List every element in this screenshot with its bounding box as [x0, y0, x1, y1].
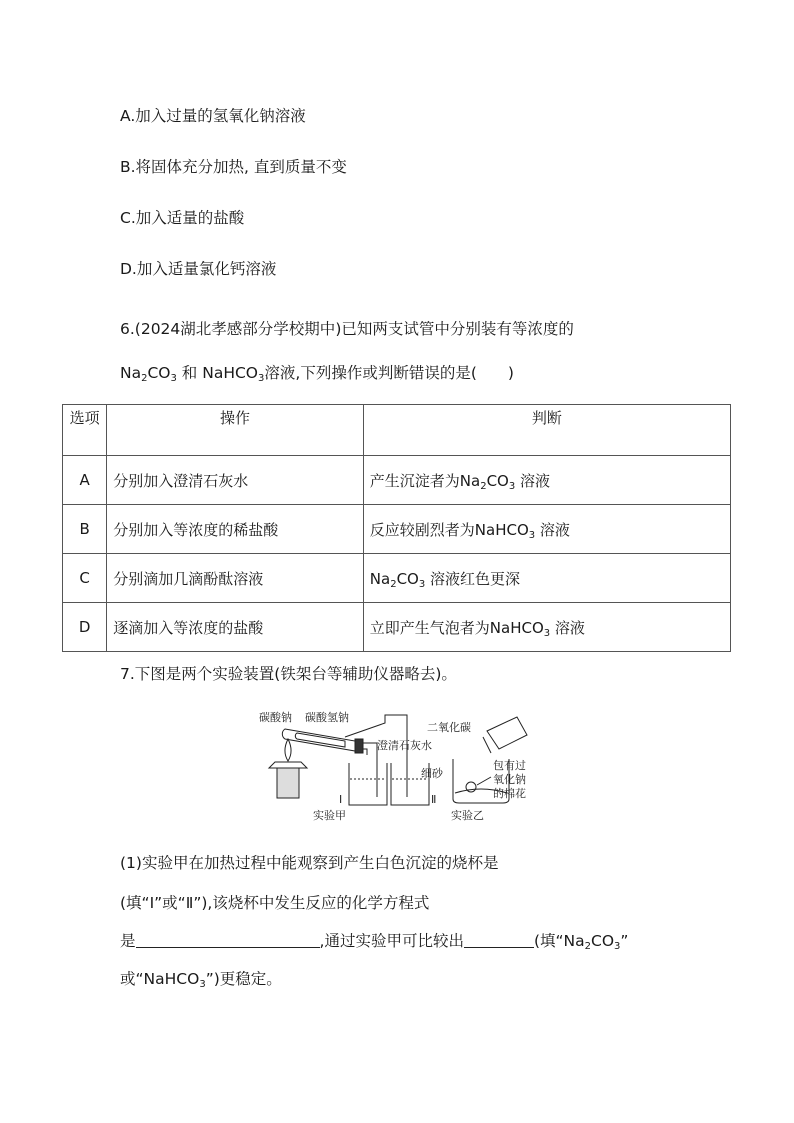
judge-text: 反应较剧烈者为NaHCO [369, 520, 529, 539]
row-judgement [363, 505, 730, 554]
stability-blank [464, 933, 534, 948]
formula-text: 和 NaHCO [176, 364, 259, 382]
judge-text: 溶液 [515, 471, 551, 490]
label-experiment-a: 实验甲 [313, 809, 346, 822]
row-option: C [63, 554, 107, 603]
table-row [63, 505, 731, 554]
label-cotton-3: 的棉花 [493, 787, 526, 800]
gas-flow [483, 737, 491, 753]
question-6-stem-line2 [120, 362, 514, 387]
header-option: 选项 [63, 405, 107, 456]
header-judgement: 判断 [363, 405, 730, 456]
row-operation: 逐滴加入等浓度的盐酸 [107, 603, 364, 652]
lamp-neck [269, 762, 307, 768]
judge-text: CO [396, 569, 419, 588]
row-operation: 分别加入等浓度的稀盐酸 [107, 505, 364, 554]
tube-joint [363, 749, 367, 755]
outer-test-tube [282, 729, 355, 751]
table-row [63, 456, 731, 505]
question-6-stem [120, 318, 574, 340]
subscript: 2 [584, 941, 591, 952]
option-a: A.加入过量的氢氧化钠溶液 [120, 107, 306, 125]
pointer-line [477, 777, 491, 785]
q7-part1-line3 [120, 930, 628, 955]
q7-text: ” [620, 932, 629, 950]
label-cotton-2: 氧化钠 [493, 773, 526, 786]
q6-text-line2: 溶液,下列操作或判断错误的是( ) [264, 364, 514, 382]
equation-blank [136, 933, 320, 948]
delivery-tube-1 [363, 743, 377, 797]
table-row [63, 554, 731, 603]
label-nahco3: 碳酸氢钠 [305, 711, 349, 724]
row-judgement [363, 554, 730, 603]
row-operation: 分别滴加几滴酚酞溶液 [107, 554, 364, 603]
subscript: 3 [199, 979, 206, 990]
gas-jar [487, 717, 527, 749]
options-table [62, 404, 731, 652]
cotton-ball [466, 782, 476, 792]
q7-text: ”)更稳定。 [205, 970, 282, 988]
subscript: 2 [390, 578, 397, 590]
table-header-row [63, 405, 731, 456]
label-co2: 二氧化碳 [427, 721, 471, 734]
q7-part1-line1: (1)实验甲在加热过程中能观察到产生白色沉淀的烧杯是 [120, 854, 499, 872]
judge-text: Na [369, 569, 391, 588]
q7-text: CO [591, 932, 615, 950]
judge-text: 溶液 [535, 520, 570, 539]
q7-text: ,通过实验甲可比较出 [319, 932, 464, 950]
subscript: 3 [543, 627, 551, 639]
option-b: B.将固体充分加热, 直到质量不变 [120, 158, 347, 176]
q7-part1-line2 [120, 892, 429, 914]
subscript: 3 [614, 941, 621, 952]
label-cotton-1: 包有过 [493, 759, 526, 772]
q7-part1-line4 [120, 968, 282, 993]
table-row [63, 603, 731, 652]
judge-text: 溶液红色更深 [425, 569, 521, 588]
q7-text: 是 [120, 932, 136, 950]
subscript: 3 [528, 529, 536, 541]
label-beaker-i: Ⅰ [339, 793, 343, 806]
label-beaker-ii: Ⅱ [431, 793, 437, 806]
q7-text: (填“Na [533, 932, 585, 950]
label-na2co3: 碳酸钠 [259, 711, 292, 724]
formula-text: Na [120, 364, 142, 382]
option-c: C.加入适量的盐酸 [120, 209, 245, 227]
subscript: 3 [170, 373, 177, 384]
judge-text: 产生沉淀者为Na [369, 471, 481, 490]
label-sand: 细砂 [421, 767, 443, 780]
header-operation: 操作 [107, 405, 364, 456]
q7-text: 或“NaHCO [120, 970, 200, 988]
stopper [355, 739, 363, 753]
judge-text: CO [486, 471, 509, 490]
judge-text: 立即产生气泡者为NaHCO [369, 618, 544, 637]
row-operation: 分别加入澄清石灰水 [107, 456, 364, 505]
q6-source: 湖北孝感部分学校期中 [180, 320, 336, 338]
subscript: 3 [508, 480, 516, 492]
formula-text: CO [147, 364, 171, 382]
row-option: A [63, 456, 107, 505]
option-d: D.加入适量氯化钙溶液 [120, 260, 277, 278]
judge-text: 溶液 [550, 618, 585, 637]
experiment-figure [255, 705, 545, 823]
row-option: B [63, 505, 107, 554]
q7-text: (填“Ⅰ”或“Ⅱ”),该烧杯中发生反应的化学方程式 [120, 894, 430, 912]
row-judgement [363, 456, 730, 505]
subscript: 2 [141, 373, 148, 384]
flame-icon [285, 739, 291, 761]
subscript: 2 [480, 480, 487, 492]
label-limewater: 澄清石灰水 [377, 739, 432, 752]
delivery-tube-2 [345, 715, 407, 797]
q6-text: )已知两支试管中分别装有等浓度的 [335, 320, 574, 338]
label-experiment-b: 实验乙 [451, 809, 484, 822]
row-judgement [363, 603, 730, 652]
experiment-a-apparatus [269, 715, 429, 805]
subscript: 3 [258, 373, 265, 384]
subscript: 3 [418, 578, 426, 590]
question-7-intro: 7.下图是两个实验装置(铁架台等辅助仪器略去)。 [120, 665, 457, 683]
beaker-i [349, 763, 387, 805]
alcohol-lamp [277, 768, 299, 798]
row-option: D [63, 603, 107, 652]
q6-number: 6.(2024 [120, 320, 181, 338]
